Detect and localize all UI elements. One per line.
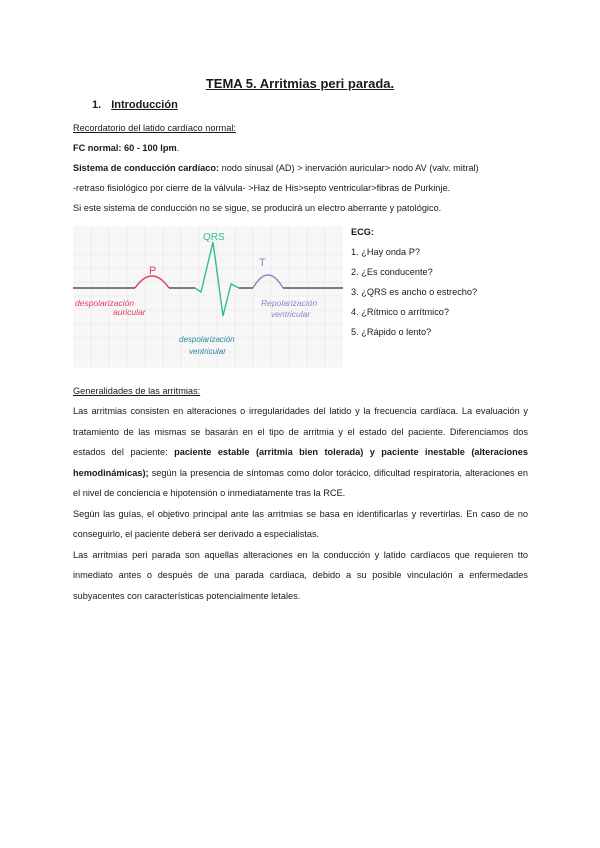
paragraph-1-bold: paciente estable (arritmia bien tolerada) y paciente inestable (alteraciones hemodinámicas); <box>73 447 529 478</box>
vent-repol-label-2: ventricular <box>271 309 311 319</box>
ecg-question-4: 4. ¿Rítmico o arrítmico? <box>351 307 450 317</box>
conduction-line-1 <box>73 163 479 173</box>
t-label: T <box>259 257 266 269</box>
ecg-question-5: 5. ¿Rápido o lento? <box>351 327 432 337</box>
ecg-question-3: 3. ¿QRS es ancho o estrecho? <box>351 287 478 297</box>
conduction-label: Sistema de conducción cardíaco: <box>73 163 220 173</box>
ecg-questions-heading: ECG: <box>351 227 374 237</box>
fc-suffix: . <box>176 143 180 153</box>
fc-normal-line <box>73 143 179 153</box>
reminder-heading: Recordatorio del latido cardíaco normal: <box>73 123 236 133</box>
ecg-svg <box>73 226 343 368</box>
ecg-questions <box>351 222 477 342</box>
ecg-diagram <box>73 226 343 368</box>
qrs-label: QRS <box>203 232 225 243</box>
paragraph-1-a: Las arritmias consisten en alteraciones o irregularidades del latido y la frecuencia cardíaca. La evaluación y tratamiento de las mismas se basarán en el tipo de arritmia y el estado del paciente. Diferenciamos dos estados del paciente: <box>73 406 528 457</box>
arrhythmia-body <box>73 401 528 606</box>
section-number: 1. <box>92 99 102 111</box>
page-title: TEMA 5. Arritmias peri parada. <box>205 76 395 91</box>
section-title: Introducción <box>111 99 178 111</box>
paragraph-2: Según las guías, el objetivo principal ante las arritmias se basa en identificarlas y revertirlas. En caso de no conseguirlo, el paciente deberá ser derivado a especialistas. <box>73 508 528 539</box>
atrial-depol-label-2: auricular <box>113 307 146 317</box>
aberrant-line: Si este sistema de conducción no se sigue, se producirá un electro aberrante y patológico. <box>73 203 442 213</box>
conduction-line-2: -retraso fisiológico por cierre de la válvula- >Haz de His>septo ventricular>fibras de Purkinje. <box>73 183 451 193</box>
vent-depol-label-1: despolarización <box>179 335 235 344</box>
fc-label: FC normal: 60 - 100 lpm <box>73 143 177 153</box>
conduction-text-1: nodo sinusal (AD) > inervación auricular> nodo AV (valv. mitral) <box>219 163 479 173</box>
generalities-heading: Generalidades de las arritmias: <box>73 386 201 396</box>
t-wave <box>253 275 283 288</box>
atrial-depol-label-1: despolarización <box>75 298 135 308</box>
paragraph-3: Las arritmias peri parada son aquellas alteraciones en la conducción y latido cardíacos que requieren tto inmediato antes o después de una parada cardiaca, debido a su posible vinculación a enfermedades subyacentes con características potencialmente letales. <box>73 549 528 601</box>
paragraph-1-c: según la presencia de síntomas como dolor torácico, dificultad respiratoria, alteraciones en el nivel de conciencia e hipotensión o inmediatamente tras la RCE. <box>73 467 528 498</box>
vent-depol-label-2: ventricular <box>189 347 226 356</box>
p-label: P <box>149 265 157 277</box>
ecg-question-2: 2. ¿Es conducente? <box>351 267 433 277</box>
section-heading <box>92 99 178 111</box>
ecg-question-1: 1. ¿Hay onda P? <box>351 247 420 257</box>
vent-repol-label-1: Repolarización <box>261 298 318 308</box>
paragraph-1 <box>73 401 528 504</box>
